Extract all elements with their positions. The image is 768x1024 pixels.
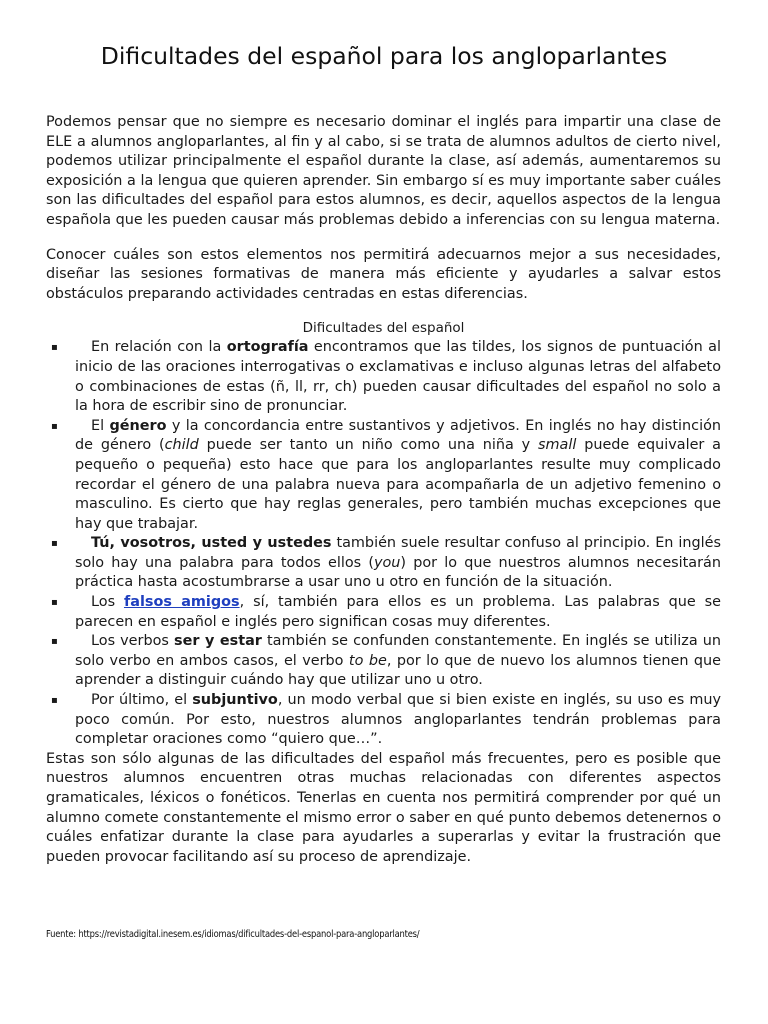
bullet-icon: ▪: [51, 538, 58, 550]
keyword: subjuntivo: [192, 692, 278, 709]
difficulties-list: [46, 338, 721, 749]
keyword: género: [109, 417, 167, 434]
source-citation: Fuente: https://revistadigital.inesem.es/idiomas/dificultades-del-espanol-para-angloparlantes/: [46, 929, 420, 940]
emphasis: small: [538, 437, 577, 454]
keyword: ser y estar: [174, 633, 262, 650]
list-title: Dificultades del español: [302, 320, 465, 337]
bullet-icon: ▪: [51, 420, 58, 432]
emphasis: child: [164, 437, 199, 454]
bullet-icon: ▪: [51, 636, 58, 648]
list-item: ▪ El género y la concordancia entre sustantivos y adjetivos. En inglés no hay distinción de género (child puede ser tanto un niño como una niña y small puede equivaler a pequeño o pequeña) esto hace que para los angloparlantes resulte muy complicado recordar el género de una palabra nueva para acompañarla de un adjetivo femenino o masculino. Es cierto que hay reglas generales, pero también muchas excepciones que hay que trabajar.: [51, 417, 721, 532]
closing-paragraph: Estas son sólo algunas de las dificultades del español más frecuentes, pero es posible que nuestros alumnos encuentren otras muchas relacionadas con diferentes aspectos gramaticales, léxicos o fonéticos. Tenerlas en cuenta nos permitirá comprender por qué un alumno comete constantemente el mismo error o saber en qué punto debemos detenernos o cuáles enfatizar durante la clase para ayudarles a superarlas y evitar la frustración que pueden provocar facilitando así su proceso de aprendizaje.: [46, 750, 721, 865]
intro-paragraph-1: Podemos pensar que no siempre es necesario dominar el inglés para impartir una clase de ELE a alumnos angloparlantes, al fin y al cabo, si se trata de alumnos adultos de cierto nivel, podemos utilizar principalmente el español durante la clase, así además, aumentaremos su exposición a la lengua que quieren aprender. Sin embargo sí es muy importante saber cuáles son las dificultades del español para estos alumnos, es decir, aquellos aspectos de la lengua española que les pueden causar más problemas debido a inferencias con su lengua materna.: [46, 114, 721, 228]
list-item: ▪ Los verbos ser y estar también se confunden constantemente. En inglés se utiliza un solo verbo en ambos casos, el verbo to be, por lo que de nuevo los alumnos tienen que aprender a distinguir cuándo hay que utilizar uno u otro.: [51, 633, 721, 689]
document-body: [46, 113, 721, 867]
list-item: ▪ Por último, el subjuntivo, un modo verbal que si bien existe en inglés, su uso es muy poco común. Por esto, nuestros alumnos angloparlantes tendrán problemas para completar oraciones como “quiero que…”.: [51, 692, 721, 748]
emphasis: you: [373, 554, 401, 571]
bullet-icon: ▪: [51, 597, 58, 609]
list-item: ▪ En relación con la ortografía encontramos que las tildes, los signos de puntuación al inicio de las oraciones interrogativas o exclamativas e incluso algunas letras del alfabeto o combinaciones de estas (ñ, ll, rr, ch) pueden causar dificultades del español no solo a la hora de escribir sino de pronunciar.: [51, 339, 721, 415]
falsos-amigos-link[interactable]: falsos amigos: [123, 594, 240, 611]
keyword: Tú, vosotros, usted y ustedes: [91, 535, 332, 552]
list-item: ▪ Los falsos amigos, sí, también para ellos es un problema. Las palabras que se parecen en español e inglés pero significan cosas muy diferentes.: [51, 594, 722, 630]
page-title: Dificultades del español para los angloparlantes: [100, 42, 668, 70]
bullet-icon: ▪: [51, 695, 58, 707]
keyword: ortografía: [226, 339, 309, 356]
bullet-icon: ▪: [51, 342, 58, 354]
intro-paragraph-2: Conocer cuáles son estos elementos nos permitirá adecuarnos mejor a sus necesidades, diseñar las sesiones formativas de manera más eficiente y ayudarles a salvar estos obstáculos preparando actividades centradas en estas diferencias.: [46, 246, 721, 302]
list-item: ▪ Tú, vosotros, usted y ustedes también suele resultar confuso al principio. En inglés solo hay una palabra para todos ellos (you) por lo que nuestros alumnos necesitarán práctica hasta acostumbrarse a usar uno u otro en función de la situación.: [51, 535, 722, 591]
emphasis: to be: [348, 652, 387, 669]
